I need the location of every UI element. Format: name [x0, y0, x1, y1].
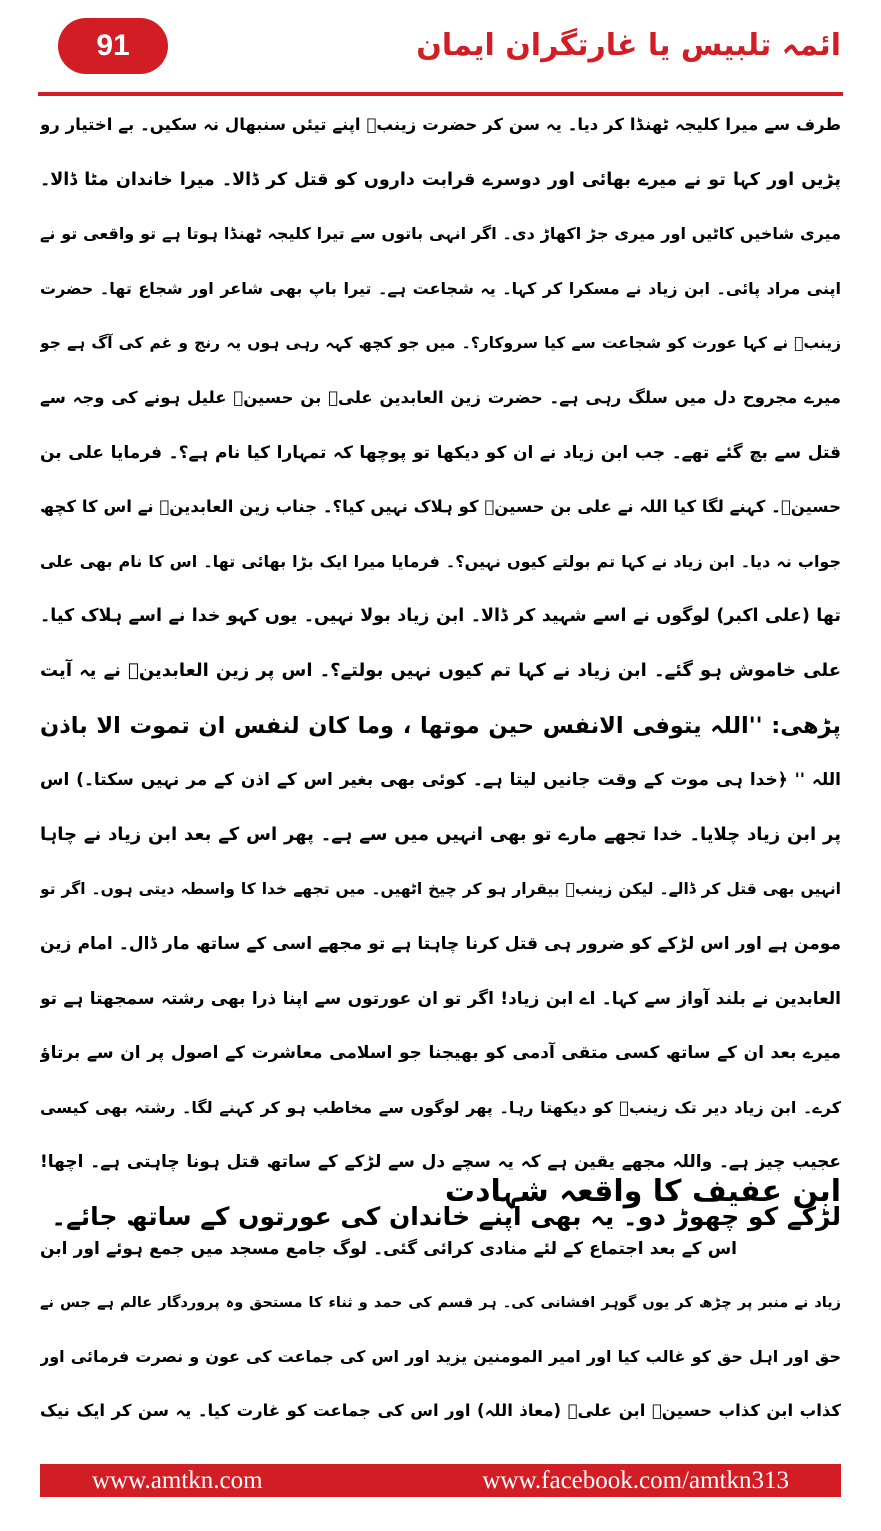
text-line: پڑیں اور کہا تو نے میرے بھائی اور دوسرے قرابت داروں کو قتل کر ڈالا۔ میرا خاندان مٹا ڈالا۔: [40, 169, 841, 190]
text-line: کرے۔ ابن زیاد دیر تک زینبؓ کو دیکھتا رہا۔ پھر لوگوں سے مخاطب ہو کر کہنے لگا۔ رشتہ بھی کیسی: [40, 1097, 841, 1117]
text-line: تھا (علی اکبر) لوگوں نے اسے شہید کر ڈالا۔ ابن زیاد بولا نہیں۔ یوں کہو خدا نے اسے ہلاک کیا۔: [40, 606, 841, 627]
text-line: پر ابن زیاد چلایا۔ خدا تجھے مارے تو بھی انہیں میں سے ہے۔ پھر اس کے بعد ابن زیاد نے چاہا: [40, 823, 841, 845]
footer-bar: [40, 1464, 841, 1497]
text-line: اپنی مراد پائی۔ ابن زیاد نے مسکرا کر کہا۔ یہ شجاعت ہے۔ تیرا باپ بھی شاعر اور شجاع تھا۔ حضرت: [40, 278, 841, 298]
text-line: زیاد نے منبر پر چڑھ کر یوں گوہر افشانی کی۔ ہر قسم کی حمد و ثناء کا مستحق وہ پروردگار عالم ہے جس نے: [40, 1295, 841, 1311]
quran-verse-line: پڑھی: ''اللہ یتوفی الانفس حین موتھا ، وما کان لنفس ان تموت الا باذن: [40, 712, 841, 739]
text-line: اللہ '' ﴿خدا ہی موت کے وقت جانیں لیتا ہے۔ کوئی بھی بغیر اس کے اذن کے مر نہیں سکتا۔) اس: [40, 770, 841, 791]
text-line: میرے مجروح دل میں سلگ رہی ہے۔ حضرت زین العابدین علیؒ بن حسینؓ علیل ہونے کی وجہ سے: [40, 387, 841, 407]
text-line: العابدین نے بلند آواز سے کہا۔ اے ابن زیاد! اگر تو ان عورتوں سے اپنا ذرا بھی رشتہ سمجھتا ہے تو: [40, 988, 841, 1009]
page-number-badge: 91: [58, 18, 168, 74]
text-line: حسینؓ۔ کہنے لگا کیا اللہ نے علی بن حسینؓ کو ہلاک نہیں کیا؟۔ جناب زین العابدینؒ نے اس کا کچھ: [40, 497, 841, 517]
text-line: انہیں بھی قتل کر ڈالے۔ لیکن زینبؓ بیقرار ہو کر چیخ اٹھیں۔ میں تجھے خدا کا واسطہ دیتی ہوں۔ اگر تو: [40, 880, 841, 899]
text-line: حق اور اہل حق کو غالب کیا اور امیر المومنین یزید اور اس کی جماعت کی عون و نصرت فرمائی اور: [40, 1347, 841, 1366]
text-line: قتل سے بچ گئے تھے۔ جب ابن زیاد نے ان کو دیکھا تو پوچھا کہ تمہارا کیا نام ہے؟۔ فرمایا علی بن: [40, 442, 841, 463]
facebook-link[interactable]: www.facebook.com/amtkn313: [482, 1466, 789, 1494]
main-paragraph: [40, 98, 841, 1244]
text-line: طرف سے میرا کلیجہ ٹھنڈا کر دیا۔ یہ سن کر حضرت زینبؓ اپنے تیئں سنبھال نہ سکیں۔ بے اختیار رو: [40, 115, 841, 134]
text-line: علی خاموش ہو گئے۔ ابن زیاد نے کہا تم کیوں نہیں بولتے؟۔ اس پر زین العابدینؒ نے یہ آیت: [40, 659, 841, 681]
text-line: لڑکے کو چھوڑ دو۔ یہ بھی اپنے خاندان کی عورتوں کے ساتھ جائے۔: [51, 1201, 841, 1231]
text-line: جواب نہ دیا۔ ابن زیاد نے کہا تم بولتے کیوں نہیں؟۔ فرمایا میرا ایک بڑا بھائی تھا۔ اس کا نام بھی علی: [40, 551, 841, 571]
text-line: مومن ہے اور اس لڑکے کو ضرور ہی قتل کرنا چاہتا ہے تو مجھے اسی کے ساتھ مار ڈال۔ امام زین: [40, 933, 841, 954]
text-line: میرے بعد ان کے ساتھ کسی متقی آدمی کو بھیجنا جو اسلامی معاشرت کے اصول پر ان سے برتاؤ: [40, 1043, 841, 1064]
text-line: عجیب چیز ہے۔ واللہ مجھے یقین ہے کہ یہ سچے دل سے لڑکے کے ساتھ قتل ہونا چاہتی ہے۔ اچھا!: [40, 1152, 841, 1173]
text-line: زینبؓ نے کہا عورت کو شجاعت سے کیا سروکار؟۔ میں جو کچھ کہہ رہی ہوں یہ رنج و غم کی آگ ہے جو: [40, 334, 841, 353]
header-divider: [38, 92, 843, 96]
text-line: کذاب ابن کذاب حسینؓ ابن علیؓ (معاذ اللہ) اور اس کی جماعت کو غارت کیا۔ یہ سن کر ایک نیک: [40, 1401, 841, 1420]
book-title: ائمہ تلبیس یا غارتگران ایمان: [416, 28, 841, 63]
section-paragraph: [40, 1222, 841, 1438]
website-link[interactable]: www.amtkn.com: [92, 1466, 263, 1494]
section-heading: ابن عفیف کا واقعہ شہادت: [444, 1174, 841, 1209]
text-line: میری شاخیں کاٹیں اور میری جڑ اکھاڑ دی۔ اگر انہی باتوں سے تیرا کلیجہ ٹھنڈا ہوتا ہے تو واقعی تو نے: [40, 224, 841, 244]
text-line: اس کے بعد اجتماع کے لئے منادی کرائی گئی۔ لوگ جامع مسجد میں جمع ہوئے اور ابن: [40, 1239, 737, 1259]
